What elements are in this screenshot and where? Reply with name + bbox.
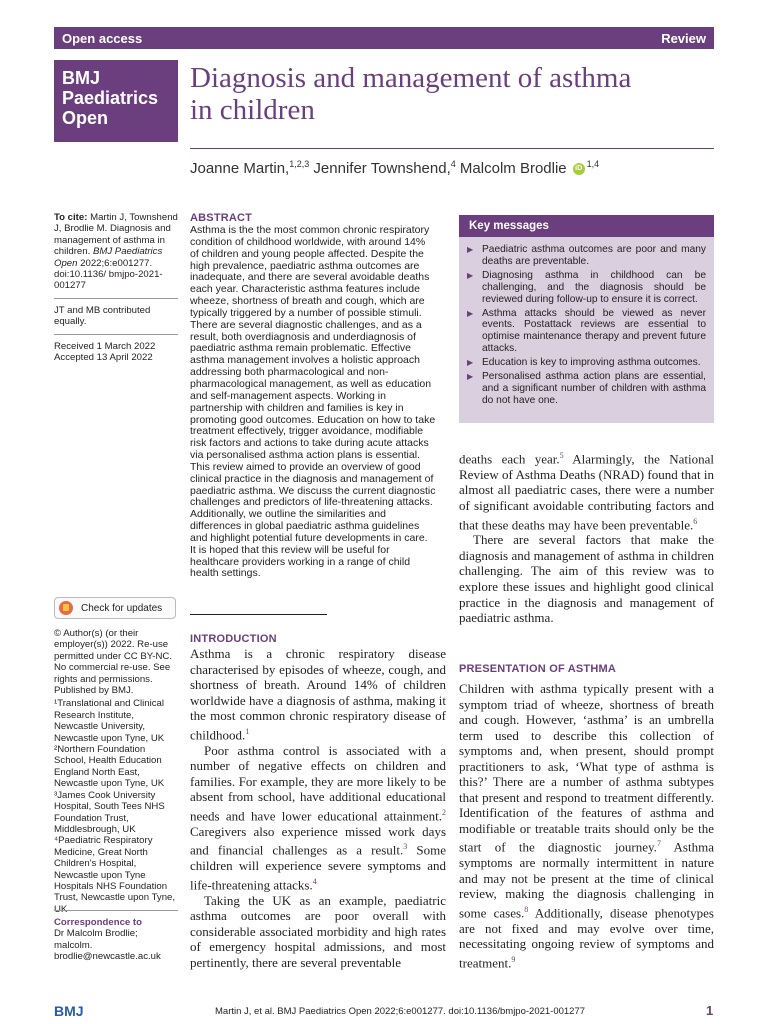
introduction-continued xyxy=(459,448,714,626)
correspondence-email[interactable]: Dr Malcolm Brodlie; malcolm. brodlie@newcastle.ac.uk xyxy=(54,928,161,963)
cite-doi[interactable]: 2022;6:e001277. doi:10.1136/ bmjpo-2021-001277 xyxy=(54,257,163,292)
intro-paragraph-2: Poor asthma control is associated with a number of negative effects on children and families. For example, they are more likely to be absent from school, have additional educational needs and have lower educational attainment.$^2$ Caregivers also experience missed work days and financial challenges as a result.$^3$ Some children will experience severe symptoms and life-threatening attacks.$^4$ xyxy=(190,742,446,892)
affiliations-block xyxy=(54,628,178,915)
sidebar-divider xyxy=(54,298,178,299)
journal-logo xyxy=(54,60,178,142)
author-townshend[interactable]: Jennifer Townshend, xyxy=(309,160,451,177)
reference-link[interactable]: 6 xyxy=(693,516,698,526)
sidebar-divider xyxy=(54,334,178,335)
author-brodlie[interactable]: Malcolm Brodlie xyxy=(455,160,567,177)
correspondence-heading: Correspondence to xyxy=(54,917,142,928)
key-message-item: ▶ Personalised asthma action plans are essential, and a significant number of children with asthma do not have one. xyxy=(467,371,706,407)
page-number: 1 xyxy=(706,1003,714,1018)
title-line-1: Diagnosis and management of asthma xyxy=(190,62,632,94)
cite-label: To cite: xyxy=(54,212,88,223)
reference-link[interactable]: 7 xyxy=(656,839,661,849)
orcid-icon[interactable]: iD xyxy=(573,163,585,175)
logo-line-2: Paediatrics xyxy=(62,88,159,108)
affiliation-4: ⁴Paediatric Respiratory Medicine, Great North Children's Hospital, Newcastle upon Tyne Hospitals NHS Foundation Trust, Newcastle upon Tyne, UK xyxy=(54,835,176,915)
intro-cont-paragraph-1: deaths each year.$^5$ Alarmingly, the National Review of Asthma Deaths (NRAD) found that in almost all paediatric cases, there were a number of significant avoidable contributing factors and that these deaths may have been preventable.$^6$ xyxy=(459,451,714,532)
affiliation-3: ³James Cook University Hospital, South Tees NHS Foundation Trust, Middlesbrough, UK xyxy=(54,789,165,835)
reference-link[interactable]: 2 xyxy=(442,807,446,817)
intro-paragraph-3: Taking the UK as an example, paediatric asthma outcomes are poor overall with considerable associated morbidity and high rates of emergency hospital admissions, and most pertinently, there are several preventable xyxy=(190,892,446,970)
intro-paragraph-1: Asthma is a chronic respiratory disease characterised by episodes of wheeze, cough, and shortness of breath. Around 14% of children worldwide have a diagnosis of asthma, making it the most common chronic respiratory disease of childhood.$^1$ xyxy=(190,646,446,743)
copyright-notice: © Author(s) (or their employer(s)) 2022. Re-use permitted under CC BY-NC. No commercial re-use. See rights and permissions. Published by BMJ. xyxy=(54,628,173,697)
logo-line-3: Open xyxy=(62,108,109,128)
reference-link[interactable]: 8 xyxy=(524,904,529,914)
key-message-item: ▶ Asthma attacks should be viewed as never events. Postattack reviews are essential to optimise maintenance therapy and prevent future attacks. xyxy=(467,308,706,356)
affiliation-1: ¹Translational and Clinical Research Institute, Newcastle University, Newcastle upon Tyne, UK xyxy=(54,698,165,744)
intro-cont-paragraph-2: There are several factors that make the diagnosis and management of asthma in children challenging. The aim of this review was to explore these issues and highlight good clinical practice in the diagnosis and management of paediatric asthma. xyxy=(459,532,714,626)
abstract-paragraph: Asthma is the the most common chronic respiratory condition of childhood worldwide, with around 14% of children and young people affected. Despite the high prevalence, paediatric asthma outcomes are inadequate, and there are several avoidable deaths each year. Characteristic asthma features include wheeze, shortness of breath and cough, which are typically triggered by a number of possible stimuli. There are several diagnostic challenges, and as a result, both overdiagnosis and underdiagnosis of paediatric asthma remain problematic. Effective asthma management involves a holistic approach addressing both pharmacological and non-pharmacological management, as well as education and self-management aspects. Working in partnership with children and families is key in promoting good outcomes. Education on how to take treatment effectively, trigger avoidance, modifiable risk factors and actions to take during acute attacks via personalised asthma action plans is essential. xyxy=(190,224,436,462)
introduction-heading: INTRODUCTION xyxy=(190,633,277,645)
logo-line-1: BMJ xyxy=(62,68,101,88)
title-divider xyxy=(190,148,714,149)
key-message-item: ▶ Paediatric asthma outcomes are poor and many deaths are preventable. xyxy=(467,244,706,268)
abstract-body xyxy=(190,225,436,580)
key-messages-box xyxy=(459,215,714,423)
open-access-label: Open access xyxy=(62,30,143,46)
check-updates-icon xyxy=(59,601,73,615)
author-martin[interactable]: Joanne Martin, xyxy=(190,160,290,177)
abstract-heading: ABSTRACT xyxy=(190,212,253,224)
received-date: Received 1 March 2022 xyxy=(54,340,156,352)
footer-citation: Martin J, et al. BMJ Paediatrics Open 2022;6:e001277. doi:10.1136/bmjpo-2021-001277 xyxy=(215,1006,586,1017)
bmj-footer-logo: BMJ xyxy=(54,1003,84,1019)
correspondence-block xyxy=(54,910,178,963)
article-type-label: Review xyxy=(661,30,706,46)
presentation-paragraph: Children with asthma typically present with a symptom triad of wheeze, shortness of breath and cough. However, ‘asthma’ is an umbrella term used to describe this collection of symptoms and, when present, should prompt practitioners to ask, ‘What type of asthma is this?’ There are a number of asthma subtypes that present and respond to treatment differently. Identification of the features of asthma and modifiable or treatable traits should only be the start of the diagnostic journey.$^7$ Asthma symptoms are normally intermittent in nature and may not be present at the time of clinical review, making the diagnosis challenging in some cases.$^8$ Additionally, disease phenotypes are not fixed and may evolve over time, necessitating ongoing review of symptoms and treatment.$^9$ xyxy=(459,681,714,971)
key-messages-list xyxy=(459,237,714,407)
contribution-note: JT and MB contributed equally. xyxy=(54,304,151,328)
check-for-updates-button[interactable] xyxy=(54,597,176,619)
key-message-item: ▶ Education is key to improving asthma outcomes. xyxy=(467,357,706,369)
top-banner xyxy=(54,27,714,49)
reference-link[interactable]: 3 xyxy=(403,842,408,852)
presentation-body xyxy=(459,681,714,971)
reference-link[interactable]: 1 xyxy=(245,726,250,736)
reference-link[interactable]: 4 xyxy=(312,876,317,886)
check-updates-label: Check for updates xyxy=(81,602,163,614)
citation-block xyxy=(54,212,178,363)
abstract-paragraph: This review aimed to provide an overview of good clinical practice in the diagnosis and management of paediatric asthma. We discuss the current diagnostic challenges and predictors of life-threatening attacks. Additionally, we outline the similarities and differences in global paediatric asthma guidelines and highlight potential future developments in care. It is hoped that this review will be useful for healthcare providers working in a range of child health settings. xyxy=(190,460,436,580)
author-affil-sup: 1,2,3 xyxy=(289,159,310,169)
reference-link[interactable]: 5 xyxy=(559,451,564,460)
article-title xyxy=(190,62,714,126)
cite-journal: BMJ Paediatrics Open xyxy=(54,246,163,269)
key-message-item: ▶ Diagnosing asthma in childhood can be challenging, and the diagnosis should be reviewed during follow-up to ensure it is correct. xyxy=(467,270,706,306)
introduction-body xyxy=(190,646,446,970)
affiliation-2: ²Northern Foundation School, Health Education England North East, Newcastle upon Tyne, UK xyxy=(54,744,165,790)
author-affil-sup: 1,4 xyxy=(586,159,600,169)
reference-link[interactable]: 9 xyxy=(511,954,516,964)
accepted-date: Accepted 13 April 2022 xyxy=(54,352,153,364)
abstract-divider xyxy=(190,614,327,615)
title-line-2: in children xyxy=(190,94,315,126)
presentation-heading: PRESENTATION OF ASTHMA xyxy=(459,663,616,675)
cite-text: Martin J, Townshend J, Brodlie M. Diagnosis and management of asthma in children. xyxy=(54,212,178,258)
author-affil-sup: 4 xyxy=(450,159,456,169)
key-messages-heading: Key messages xyxy=(459,215,714,237)
author-list xyxy=(190,159,599,177)
